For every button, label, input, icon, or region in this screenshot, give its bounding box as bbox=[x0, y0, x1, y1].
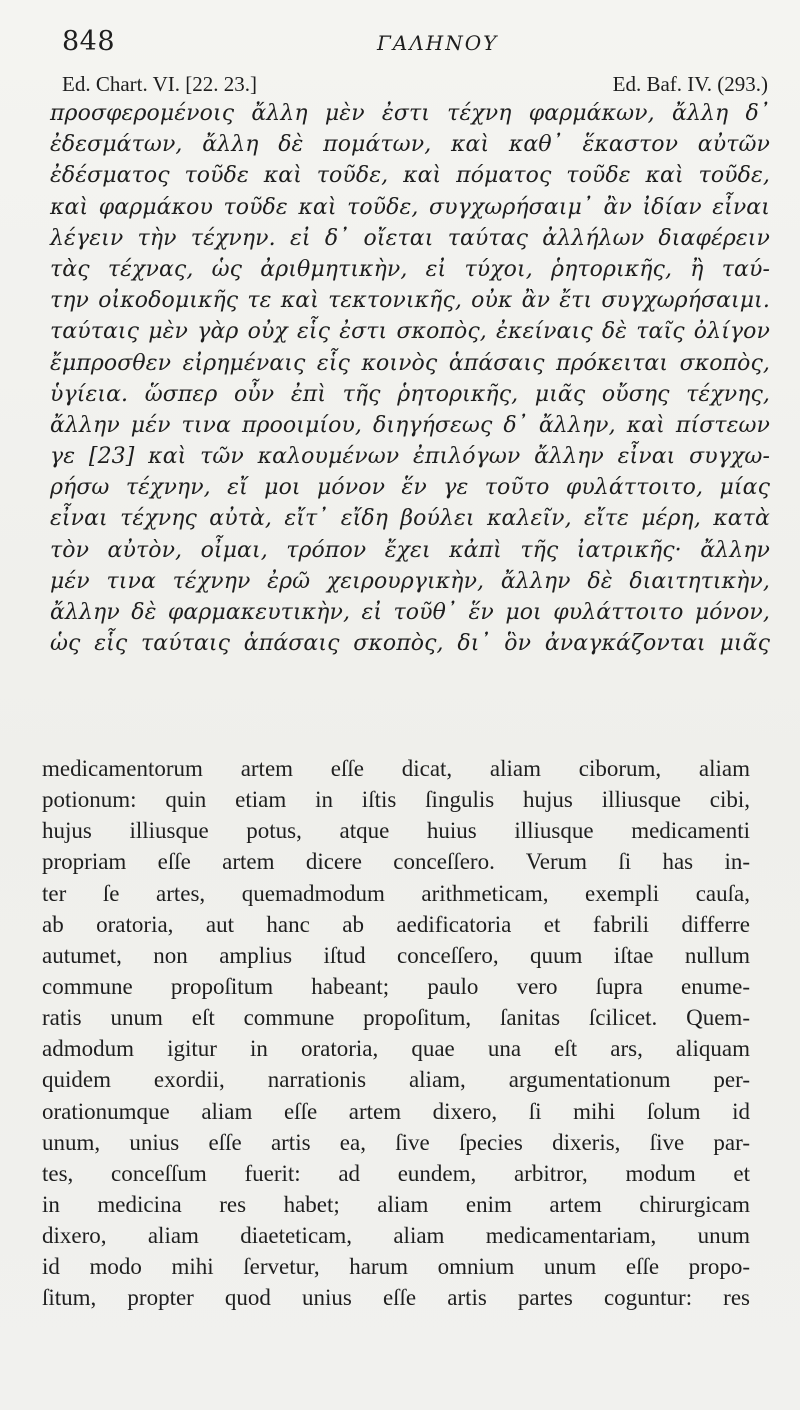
latin-text-line: tes, conceſſum fuerit: ad eundem, arbitror, modum et bbox=[42, 1160, 750, 1186]
greek-text-line: ἄλλην μέν τινα προοιμίου, διηγήσεως δ᾽ ἄλλην, καὶ πίστεων bbox=[50, 412, 770, 438]
page-header bbox=[62, 26, 732, 66]
page-number: 848 bbox=[62, 26, 116, 57]
greek-text-line: τὰς τέχνας, ὡς ἀριθμητικὴν, εἰ τύχοι, ῥητορικῆς, ἢ ταύ- bbox=[50, 256, 770, 282]
latin-text-line: ratis unum eſt commune propoſitum, ſanitas ſcilicet. Quem- bbox=[42, 1005, 750, 1031]
greek-text-line: ταύταις μὲν γὰρ οὐχ εἷς ἐστι σκοπὸς, ἐκείναις δὲ ταῖς ὀλίγον bbox=[50, 319, 770, 345]
edition-basel-reference: Ed. Baf. IV. (293.) bbox=[612, 72, 768, 96]
greek-text-line: γε [23] καὶ τῶν καλουμένων ἐπιλόγων ἄλλην εἶναι συγχω- bbox=[50, 444, 770, 470]
greek-text-line: εἶναι τέχνης αὐτὰ, εἴτ᾽ εἴδη βούλει καλεῖν, εἴτε μέρη, κατὰ bbox=[50, 506, 770, 532]
greek-text-line: ὑγίεια. ὥσπερ οὖν ἐπὶ τῆς ῥητορικῆς, μιᾶς οὔσης τέχνης, bbox=[50, 381, 770, 407]
greek-text-line: μέν τινα τέχνην ἐρῶ χειρουργικὴν, ἄλλην δὲ διαιτητικὴν, bbox=[50, 568, 770, 594]
greek-text-line: προσφερομένοις ἄλλη μὲν ἐστι τέχνη φαρμάκων, ἄλλη δ᾽ bbox=[50, 101, 770, 126]
greek-text-line: ἔμπροσθεν εἰρημέναις εἷς κοινὸς ἁπάσαις πρόκειται σκοπὸς, bbox=[50, 350, 770, 376]
edition-chart-reference: Ed. Chart. VI. [22. 23.] bbox=[62, 72, 257, 96]
greek-text-block bbox=[50, 98, 770, 659]
greek-text-line: τὸν αὐτὸν, οἶμαι, τρόπον ἔχει κἀπὶ τῆς ἰατρικῆς· ἄλλην bbox=[50, 537, 770, 563]
latin-text-line: id modo mihi ſervetur, harum omnium unum eſſe propo- bbox=[42, 1254, 750, 1280]
latin-text-line: hujus illiusque potus, atque huius illiusque medicamenti bbox=[42, 818, 750, 844]
greek-text-line: ἄλλην δὲ φαρμακευτικὴν, εἰ τοῦθ᾽ ἕν μοι φυλάττοιτο μόνον, bbox=[50, 600, 770, 625]
latin-text-line: unum, unius eſſe artis ea, ſive ſpecies dixeris, ſive par- bbox=[42, 1129, 750, 1155]
latin-text-line: ab oratoria, aut hanc ab aedificatoria et fabrili differre bbox=[42, 911, 750, 937]
latin-text-line: propriam eſſe artem dicere conceſſero. Verum ſi has in- bbox=[42, 849, 750, 875]
latin-text-line: autumet, non amplius iſtud conceſſero, quum iſtae nullum bbox=[42, 942, 750, 968]
latin-text-line: admodum igitur in oratoria, quae una eſt ars, aliquam bbox=[42, 1036, 750, 1062]
greek-text-line: την οἰκοδομικῆς τε καὶ τεκτονικῆς, οὐκ ἂν ἔτι συγχωρήσαιμι. bbox=[50, 288, 770, 314]
running-title: ΓΑΛΗΝΟΥ bbox=[377, 31, 499, 55]
greek-text-line: ἐδεσμάτων, ἄλλη δὲ πομάτων, καὶ καθ᾽ ἕκαστον αὐτῶν bbox=[50, 132, 770, 158]
greek-text-line: ρήσω τέχνην, εἴ μοι μόνον ἕν γε τοῦτο φυλάττοιτο, μίας bbox=[50, 475, 770, 501]
latin-text-line: in medicina res habet; aliam enim artem chirurgicam bbox=[42, 1191, 750, 1217]
latin-text-line: commune propoſitum habeant; paulo vero ſupra enume- bbox=[42, 973, 750, 999]
greek-text-line: λέγειν τὴν τέχνην. εἰ δ᾽ οἴεται ταύτας ἀλλήλων διαφέρειν bbox=[50, 225, 770, 251]
latin-text-line: ſitum, propter quod unius eſſe artis partes coguntur: res bbox=[42, 1285, 750, 1311]
latin-text-line: dixero, aliam diaeteticam, aliam medicamentariam, unum bbox=[42, 1223, 750, 1249]
latin-text-line: medicamentorum artem eſſe dicat, aliam ciborum, aliam bbox=[42, 756, 750, 781]
latin-text-block bbox=[42, 753, 750, 1314]
greek-text-line: καὶ φαρμάκου τοῦδε καὶ τοῦδε, συγχωρήσαιμ᾽ ἂν ἰδίαν εἶναι bbox=[50, 194, 770, 220]
latin-text-line: orationumque aliam eſſe artem dixero, ſi mihi ſolum id bbox=[42, 1098, 750, 1124]
greek-text-line: ὡς εἷς ταύταις ἁπάσαις σκοπὸς, δι᾽ ὃν ἀναγκάζονται μιᾶς bbox=[50, 631, 770, 657]
greek-text-line: ἐδέσματος τοῦδε καὶ τοῦδε, καὶ πόματος τοῦδε καὶ τοῦδε, bbox=[50, 163, 770, 189]
latin-text-line: potionum: quin etiam in iſtis ſingulis hujus illiusque cibi, bbox=[42, 787, 750, 813]
latin-text-line: ter ſe artes, quemadmodum arithmeticam, exempli cauſa, bbox=[42, 880, 750, 906]
latin-text-line: quidem exordii, narrationis aliam, argumentationum per- bbox=[42, 1067, 750, 1093]
